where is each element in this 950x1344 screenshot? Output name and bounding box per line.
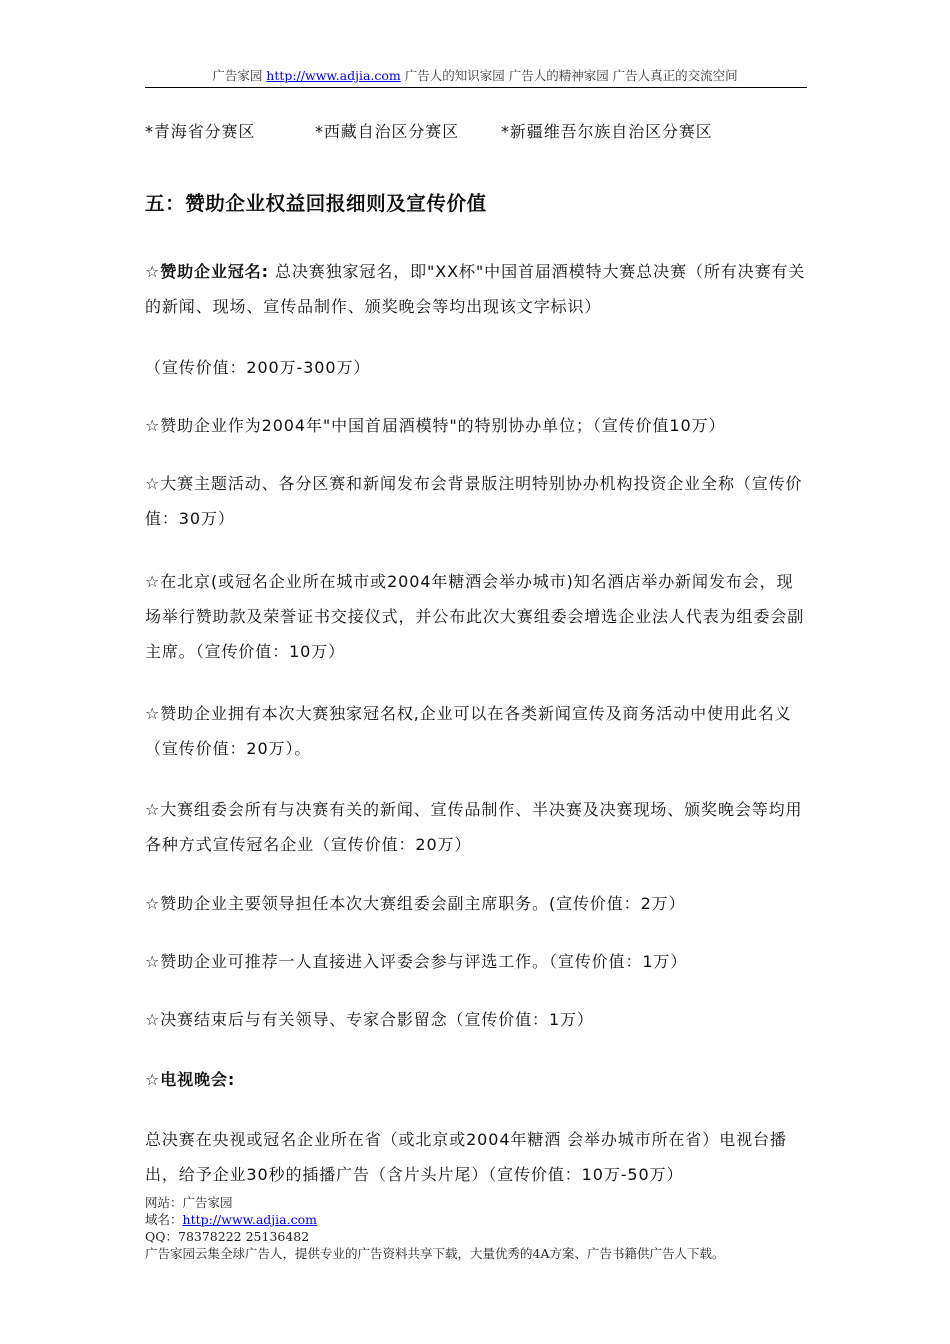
item-press-conference: ☆在北京(或冠名企业所在城市或2004年糖酒会举办城市)知名酒店举办新闻发布会，现场举行赞助款及荣誉证书交接仪式，并公布此次大赛组委会增选企业法人代表为组委会副主席。（宣传价值：10万） [145, 572, 805, 661]
region-tibet: *西藏自治区分赛区 [315, 122, 460, 141]
region-list [145, 114, 807, 149]
header-suffix: 广告人的知识家园 广告人的精神家园 广告人真正的交流空间 [400, 68, 738, 83]
region-xinjiang: *新疆维吾尔族自治区分赛区 [501, 122, 713, 141]
item-vice-chair: ☆赞助企业主要领导担任本次大赛组委会副主席职务。(宣传价值：2万） [145, 894, 686, 913]
footer-site: 网站：广告家园 [145, 1195, 233, 1210]
item-naming-right: ☆赞助企业拥有本次大赛独家冠名权,企业可以在各类新闻宣传及商务活动中使用此名义（宣传价值：20万）。 [145, 704, 792, 758]
item-title-sponsor [145, 254, 807, 324]
item-promotion: ☆大赛组委会所有与决赛有关的新闻、宣传品制作、半决赛及决赛现场、颁奖晚会等均用各种方式宣传冠名企业（宣传价值：20万） [145, 800, 803, 854]
item-photo: ☆决赛结束后与有关领导、专家合影留念（宣传价值：1万） [145, 1010, 594, 1029]
section-heading: 五：赞助企业权益回报细则及宣传价值 [145, 192, 487, 215]
footer-domain [145, 1211, 825, 1228]
item-tv-broadcast: 总决赛在央视或冠名企业所在省（或北京或2004年糖酒 会举办城市所在省）电视台播出，给予企业30秒的插播广告（含片头片尾）（宣传价值：10万-50万） [145, 1130, 787, 1184]
header-prefix: 广告家园 [212, 68, 267, 83]
header-site-link[interactable]: http://www.adjia.com [266, 68, 401, 83]
footer-qq: QQ：78378222 25136482 [145, 1229, 310, 1244]
header-divider [145, 87, 807, 88]
title-sponsor-text: 总决赛独家冠名，即"XX杯"中国首届酒模特大赛总决赛（所有决赛有关的新闻、现场、宣传品制作、颁奖晚会等均出现该文字标识） [145, 262, 806, 316]
item-special-coorganizer: ☆赞助企业作为2004年"中国首届酒模特"的特别协办单位；（宣传价值10万） [145, 416, 726, 435]
footer-slogan: 广告家园云集全球广告人，提供专业的广告资料共享下载，大量优秀的4A方案、广告书籍供广告人下载。 [145, 1246, 725, 1261]
region-qinghai: *青海省分赛区 [145, 122, 256, 141]
item-title-sponsor-value: （宣传价值：200万-300万） [145, 358, 371, 377]
page-footer [145, 1194, 825, 1262]
tv-gala-label: ☆电视晚会: [145, 1070, 236, 1089]
item-backdrop: ☆大赛主题活动、各分区赛和新闻发布会背景版注明特别协办机构投资企业全称（宣传价值：30万） [145, 474, 803, 528]
footer-domain-link[interactable]: http://www.adjia.com [182, 1212, 317, 1227]
item-jury: ☆赞助企业可推荐一人直接进入评委会参与评选工作。（宣传价值：1万） [145, 952, 688, 971]
page-header [145, 66, 805, 84]
title-sponsor-label: ☆赞助企业冠名: [145, 262, 269, 281]
footer-domain-label: 域名： [145, 1212, 183, 1227]
